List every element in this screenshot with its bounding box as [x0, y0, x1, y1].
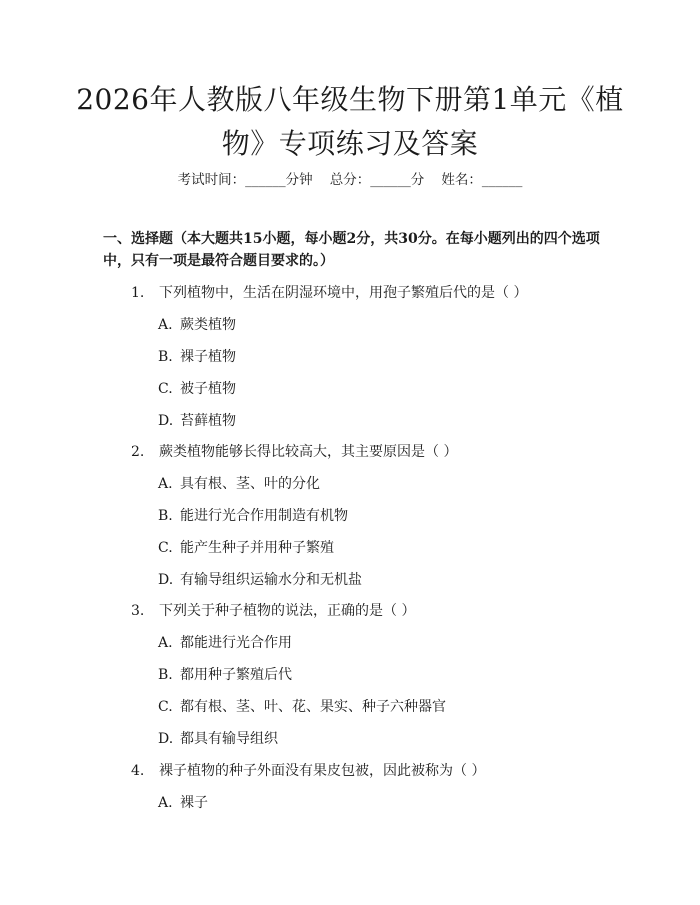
- option-text: 裸子植物: [180, 349, 236, 365]
- option-letter: C.: [158, 540, 173, 556]
- question-4: [131, 760, 485, 780]
- option-letter: B.: [158, 349, 173, 365]
- question-number: 3.: [131, 603, 145, 619]
- document-title: [60, 78, 640, 166]
- option-3c: [158, 696, 446, 716]
- option-1a: [158, 314, 236, 334]
- question-1: [131, 282, 527, 302]
- option-letter: A.: [158, 476, 173, 492]
- option-text: 有输导组织运输水分和无机盐: [180, 572, 362, 588]
- question-number: 4.: [131, 763, 145, 779]
- option-text: 都用种子繁殖后代: [180, 667, 292, 683]
- question-text: 下列关于种子植物的说法，正确的是（ ）: [159, 603, 416, 619]
- option-letter: D.: [158, 572, 174, 588]
- option-text: 蕨类植物: [180, 317, 236, 333]
- option-1b: [158, 346, 236, 366]
- option-text: 都能进行光合作用: [180, 635, 292, 651]
- option-text: 都有根、茎、叶、花、果实、种子六种器官: [180, 699, 446, 715]
- option-2b: [158, 505, 348, 525]
- option-text: 能产生种子并用种子繁殖: [180, 540, 334, 556]
- option-text: 能进行光合作用制造有机物: [180, 508, 348, 524]
- question-text: 蕨类植物能够长得比较高大，其主要原因是（ ）: [159, 444, 458, 460]
- question-number: 2.: [131, 444, 145, 460]
- option-3a: [158, 632, 292, 652]
- question-number: 1.: [131, 285, 145, 301]
- question-text: 裸子植物的种子外面没有果皮包被，因此被称为（ ）: [159, 763, 486, 779]
- option-letter: A.: [158, 317, 173, 333]
- option-letter: C.: [158, 699, 173, 715]
- option-letter: B.: [158, 667, 173, 683]
- option-text: 苔藓植物: [180, 413, 236, 429]
- option-letter: B.: [158, 508, 173, 524]
- title-line-1: 2026年人教版八年级生物下册第1单元《植: [76, 83, 624, 116]
- exam-info-line: 考试时间：______分钟 总分：______分 姓名：______: [177, 172, 523, 188]
- title-line-2: 物》专项练习及答案: [221, 127, 479, 160]
- section-heading: 一、选择题（本大题共15小题，每小题2分，共30分。在每小题列出的四个选项中，只有一项是最符合题目要求的。）: [103, 231, 600, 269]
- option-3b: [158, 664, 292, 684]
- option-text: 裸子: [180, 795, 208, 811]
- option-4a: [158, 792, 208, 812]
- question-2: [131, 441, 457, 461]
- option-2a: [158, 473, 320, 493]
- option-1c: [158, 378, 236, 398]
- question-text: 下列植物中，生活在阴湿环境中，用孢子繁殖后代的是（ ）: [159, 285, 528, 301]
- option-letter: C.: [158, 381, 173, 397]
- option-1d: [158, 410, 236, 430]
- option-letter: A.: [158, 795, 173, 811]
- option-letter: D.: [158, 413, 174, 429]
- option-2c: [158, 537, 334, 557]
- option-letter: D.: [158, 731, 174, 747]
- option-letter: A.: [158, 635, 173, 651]
- question-3: [131, 600, 415, 620]
- option-3d: [158, 728, 278, 748]
- option-text: 被子植物: [180, 381, 236, 397]
- option-text: 具有根、茎、叶的分化: [180, 476, 320, 492]
- option-text: 都具有输导组织: [180, 731, 278, 747]
- option-2d: [158, 569, 362, 589]
